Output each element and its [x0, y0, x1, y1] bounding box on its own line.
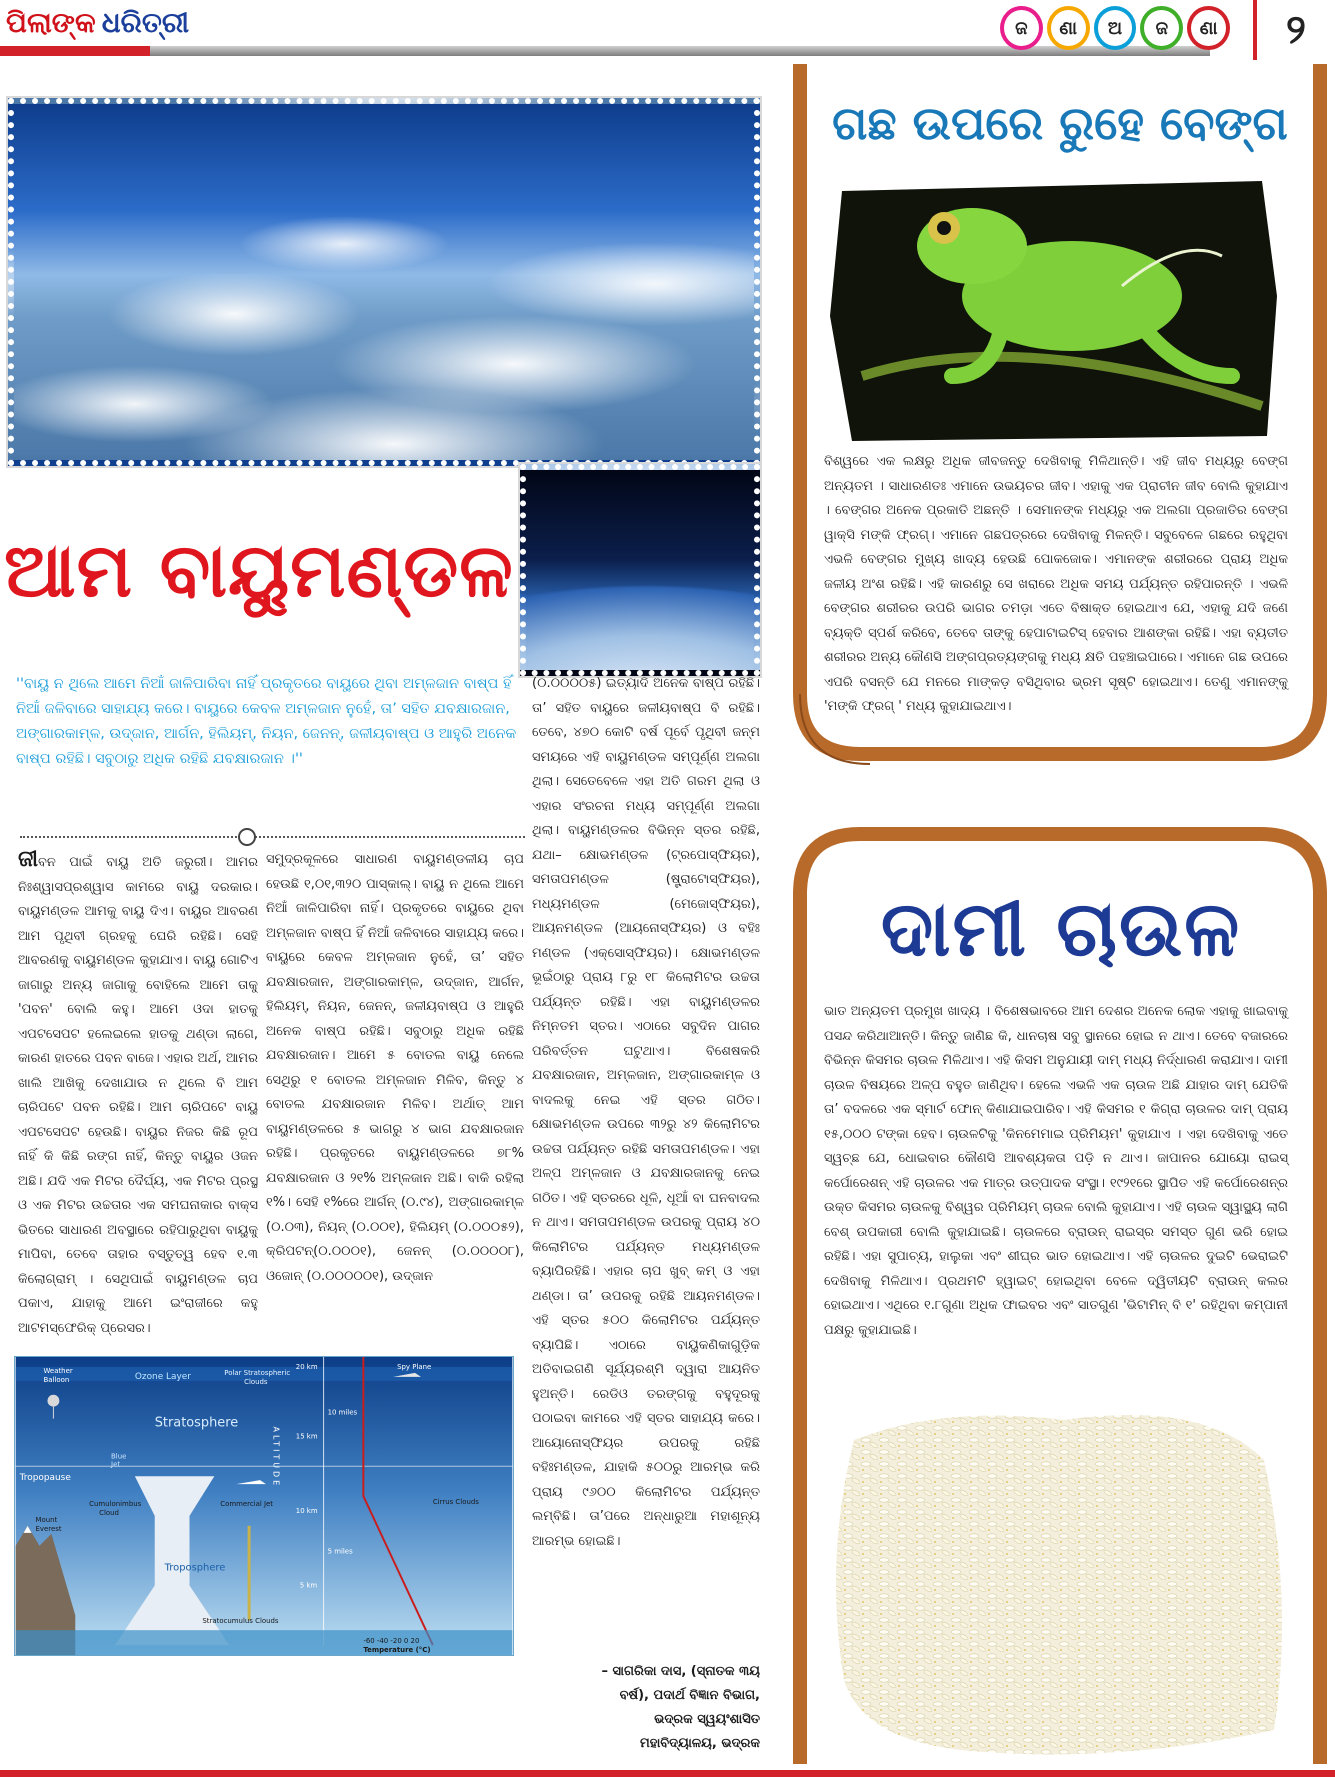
section-letter: ଅ [1094, 6, 1137, 50]
atmosphere-layers-diagram [14, 1356, 514, 1656]
label-mount: Mount [35, 1515, 58, 1524]
author-credit [532, 1660, 760, 1756]
earth-atmosphere-photo [520, 464, 760, 676]
header-rule-accent [0, 46, 150, 56]
label-blue: Blue [111, 1452, 127, 1461]
section-letter: ଜ [1000, 6, 1043, 50]
frog-article-body: ବିଶ୍ୱରେ ଏକ ଲକ୍ଷରୁ ଅଧିକ ଜୀବଜନ୍ତୁ ଦେଖିବାକୁ ମିଳିଥାନ୍ତି। ଏହି ଜୀବ ମଧ୍ୟରୁ ବେଙ୍ଗ ଅନ୍ୟତମ । ସାଧାରଣତଃ ଏମାନେ ଉଭୟଚର ଜୀବ। ଏହାକୁ ଏକ ପ୍ରାଚୀନ ଜୀବ ବୋଲି କୁହାଯାଏ । ବେଙ୍ଗର ଅନେକ ପ୍ରକାତି ଅଛନ୍ତି । ସେମାନଙ୍କ ମଧ୍ୟରୁ ଏକ ଅଲଗା ପ୍ରଜାତିର ବେଙ୍ଗ ୱାକ୍ସି ମଙ୍କି ଫ୍ରଗ୍। ଏମାନେ ଗଛପତ୍ରରେ ଦେଖିବାକୁ ମିଳନ୍ତି। ସବୁବେଳେ ଗଛରେ ରହୁଥିବା ଏଭଳି ବେଙ୍ଗର ମୁଖ୍ୟ ଖାଦ୍ୟ ହେଉଛି ପୋକଜୋକ। ଏମାନଙ୍କ ଶରୀରରେ ପ୍ରାୟ ଅଧିକ ଜଳୀୟ ଅଂଶ ରହିଛି। ଏହି କାରଣରୁ ସେ ଖରାରେ ଅଧିକ ସମୟ ପର୍ଯ୍ୟନ୍ତ ରହିପାରନ୍ତି । ଏଭଳି ବେଙ୍ଗର ଶରୀରର ଉପରି ଭାଗର ଚମଡ଼ା ଏତେ ବିଷାକ୍ତ ହୋଇଥାଏ ଯେ, ଏହାକୁ ଯଦି ଜଣେ ବ୍ୟକ୍ତି ସ୍ପର୍ଶ କରିବେ, ତେବେ ତାଙ୍କୁ ହେପାଟାଇଟିସ୍ ହେବାର ଆଶଙ୍କା ରହିଛି। ଏହା ବ୍ୟତୀତ ଶରୀରର ଅନ୍ୟ କୌଣସି ଅଙ୍ଗପ୍ରତ୍ୟଙ୍ଗକୁ ମଧ୍ୟ କ୍ଷତି ପହଞ୍ଚାଇପାରେ। ଏମାନେ ଗଛ ଉପରେ ଏପରି ବସନ୍ତି ଯେ ମନରେ ମାଙ୍କଡ଼ ବସିଥିବାର ଭ୍ରମ ସୃଷ୍ଟି ହୋଇଥାଏ। ତେଣୁ ଏମାନଙ୍କୁ 'ମଙ୍କି ଫ୍ରଗ୍ ' ମଧ୍ୟ କୁହାଯାଇଥାଏ। [824, 454, 1288, 714]
tick-5mi: 5 miles [327, 1547, 353, 1556]
label-cloud: Cloud [99, 1508, 119, 1517]
label-ozone: Ozone Layer [134, 1371, 191, 1382]
label-jet: Jet [111, 1460, 121, 1469]
rice-grains-photo [824, 1400, 1290, 1764]
quote-divider [20, 836, 525, 838]
article-title: ଆମ ବାୟୁମଣ୍ଡଳ [4, 528, 514, 614]
tree-frog-photo [822, 176, 1284, 446]
article-column-3 [532, 672, 760, 1652]
tick-10km: 10 km [295, 1506, 318, 1515]
clouds-aerial-photo [8, 98, 760, 466]
label-stratosphere: Stratosphere [154, 1415, 239, 1431]
temp-ticks: -60 -40 -20 0 20 [363, 1637, 420, 1646]
label-commercial: Commercial Jet [220, 1500, 274, 1508]
rice-article-title: ଦାମୀ ଚାଉଳ [880, 884, 1242, 973]
section-badge [1000, 6, 1230, 50]
label-tropopause: Tropopause [19, 1473, 71, 1484]
label-strato: Stratocumulus Clouds [202, 1617, 279, 1626]
section-letter: ଜ [1140, 6, 1183, 50]
article-pull-quote: ''ବାୟୁ ନ ଥିଲେ ଆମେ ନିଆଁ ଜାଳିପାରିବା ନାହିଁ ପ୍ରକୃତରେ ବାୟୁରେ ଥିବା ଅମ୍ଳଜାନ ବାଷ୍ପ ହିଁ ନିଆଁ ଜଳିବାରେ ସାହାଯ୍ୟ କରେ। ବାୟୁରେ କେବଳ ଅମ୍ଳଜାନ ନୁହେଁ, ତା’ ସହିତ ଯବକ୍ଷାରଜାନ, ଅଙ୍ଗାରକାମ୍ଳ, ଉଦ୍‌ଜାନ, ଆର୍ଗନ, ହିଲିୟମ୍, ନିୟନ, ଜେନନ୍, ଜଳୀୟବାଷ୍ପ ଓ ଆହୁରି ଅନେକ ବାଷ୍ପ ରହିଛି। ସବୁଠାରୁ ଅଧିକ ରହିଛି ଯବକ୍ଷାରଜାନ ।'' [16, 676, 517, 767]
weather-balloon-icon [47, 1395, 59, 1407]
column-2-text: ସମୁଦ୍ରକୂଳରେ ସାଧାରଣ ବାୟୁମଣ୍ଡଳୀୟ ଚାପ ହେଉଛି ୧,୦୧,୩୨୦ ପାସ୍କାଲ୍। ବାୟୁ ନ ଥିଲେ ଆମେ ନିଆଁ ଜାଳିପାରିବା ନାହିଁ। ପ୍ରକୃତରେ ବାୟୁରେ ଥିବା ଅମ୍ଳଜାନ ବାଷ୍ପ ହିଁ ନିଆଁ ଜଳିବାରେ ସାହାଯ୍ୟ କରେ। ବାୟୁରେ କେବଳ ଅମ୍ଳଜାନ ନୁହେଁ, ତା’ ସହିତ ଯବକ୍ଷାରଜାନ, ଅଙ୍ଗାରକାମ୍ଳ, ଉଦ୍‌ଜାନ, ଆର୍ଗନ, ହିଲିୟମ୍, ନିୟନ, ଜେନନ୍, ଜଳୀୟବାଷ୍ପ ଓ ଆହୁରି ଅନେକ ବାଷ୍ପ ରହିଛି। ସବୁଠାରୁ ଅଧିକ ରହିଛି ଯବକ୍ଷାରଜାନ। ଆମେ ୫ ବୋତଲ ବାୟୁ ନେଲେ ସେଥିରୁ ୧ ବୋତଲ ଅମ୍ଳଜାନ ମିଳିବ, କିନ୍ତୁ ୪ ବୋତଲ ଯବକ୍ଷାରଜାନ ମିଳିବ। ଅର୍ଥାତ୍ ଆମ ବାୟୁମଣ୍ଡଳରେ ୫ ଭାଗରୁ ୪ ଭାଗ ଯବକ୍ଷାରଜାନ ରହିଛି। ପ୍ରକୃତରେ ବାୟୁମଣ୍ଡଳରେ ୭୮% ଯବକ୍ଷାରଜାନ ଓ ୨୧% ଅମ୍ଳଜାନ ଅଛି। ବାକି ରହିଲା ୧%। ସେହି ୧%ରେ ଆର୍ଗନ୍ (୦.୯୪), ଅଙ୍ଗାରକାମ୍ଳ (୦.୦୩), ନିୟନ୍ (୦.୦୦୧), ହିଲିୟମ୍ (୦.୦୦୦୫୨), କ୍ରିପଟନ୍(୦.୦୦୦୧), ଜେନନ୍ (୦.୦୦୦୦୮), ଓଜୋନ୍ (୦.୦୦୦୦୦୧), ଉଦ୍‌ଜାନ [266, 852, 524, 1284]
section-letter: ଣା [1187, 6, 1230, 50]
article-column-2 [266, 848, 524, 1344]
divider-circle-icon [238, 828, 256, 846]
column-1-text: ବନ ପାଇଁ ବାୟୁ ଅତି ଜରୁରୀ। ଆମର ନିଃଶ୍ୱାସପ୍ରଶ୍ୱାସ କାମରେ ବାୟୁ ଦରକାର। ବାୟୁମଣ୍ଡଳ ଆମକୁ ବାୟୁ ଦିଏ। ବାୟୁର ଆବରଣ ଆମ ପୃଥିବୀ ଗ୍ରହକୁ ଘେରି ରହିଛି। ସେହି ଆବରଣକୁ ବାୟୁମଣ୍ଡଳ କୁହାଯାଏ। ବାୟୁ ଗୋଟିଏ ଜାଗାରୁ ଅନ୍ୟ ଜାଗାକୁ ବୋହିଲେ ଆମେ ତାକୁ 'ପବନ' ବୋଲି କହୁ। ଆମେ ଓଦା ହାତକୁ ଏପଟସେପଟ ହଲେଇଲେ ହାତକୁ ଥଣ୍ଡା ଲାଗେ, କାରଣ ହାତରେ ପବନ ବାଜେ। ଏହାର ଅର୍ଥ, ଆମର ଖାଲି ଆଖିକୁ ଦେଖାଯାଉ ନ ଥିଲେ ବି ଆମ ଚାରିପଟେ ପବନ ରହିଛି। ଆମ ଚାରିପଟେ ବାୟୁ ଏପଟସେପଟ ହେଉଛି। ବାୟୁର ନିଜର କିଛି ରୂପ ନାହିଁ କି କିଛି ରଙ୍ଗ ନାହିଁ, କିନ୍ତୁ ବାୟୁର ଓଜନ ଅଛି। ଯଦି ଏକ ମିଟର ଦୈର୍ଘ୍ୟ, ଏକ ମିଟର ପ୍ରସ୍ଥ ଓ ଏକ ମିଟର ଉଚ୍ଚତାର ଏକ ସମଘନାକାର ବାକ୍ସ ଭିତରେ ସାଧାରଣ ଅବସ୍ଥାରେ ରହିପାରୁଥିବା ବାୟୁକୁ ମାପିବା, ତେବେ ତାହାର ବସ୍ତୁତ୍ୱ ହେବ ୧.୩ କିଲୋଗ୍ରାମ୍ । ସେଥିପାଇଁ ବାୟୁମଣ୍ଡଳ ଚାପ ପକାଏ, ଯାହାକୁ ଆମେ ଇଂରାଜୀରେ କହୁ ଆଟମସ୍ଫେରିକ୍ ପ୍ରେସର। [18, 855, 258, 1336]
column-3-text: (୦.୦୦୦୦୫) ଇତ୍ୟାଦି ଅନେକ ବାଷ୍ପ ରହିଛି। ତା’ ସହିତ ବାୟୁରେ ଜଳୀୟବାଷ୍ପ ବି ରହିଛି। ତେବେ, ୪୭୦ କୋଟି ବର୍ଷ ପୂର୍ବେ ପୃଥିବୀ ଜନ୍ମ ସମୟରେ ଏହି ବାୟୁମଣ୍ଡଳ ସମ୍ପୂର୍ଣ୍ଣ ଅଲଗା ଥିଲା। ସେତେବେଳେ ଏହା ଅତି ଗରମ ଥିଲା ଓ ଏହାର ସଂରଚନା ମଧ୍ୟ ସମ୍ପୂର୍ଣ୍ଣ ଅଲଗା ଥିଲା। ବାୟୁମଣ୍ଡଳର ବିଭିନ୍ନ ସ୍ତର ରହିଛି, ଯଥା– କ୍ଷୋଭମଣ୍ଡଳ (ଟ୍ରପୋସ୍ଫିୟର), ସମତାପମଣ୍ଡଳ (ଷ୍ଟ୍ରାଟୋସ୍ଫିୟର), ମଧ୍ୟମଣ୍ଡଳ (ମେଜୋସ୍ଫିୟର), ଆୟନମଣ୍ଡଳ (ଆୟନୋସ୍ଫିୟର) ଓ ବହିଃ ମଣ୍ଡଳ (ଏକ୍ସୋସ୍ଫିୟର)। କ୍ଷୋଭମଣ୍ଡଳ ଭୂଇଁଠାରୁ ପ୍ରାୟ ୮ରୁ ୧୮ କିଲୋମିଟର ଉଚ୍ଚତା ପର୍ଯ୍ୟନ୍ତ ରହିଛି। ଏହା ବାୟୁମଣ୍ଡଳର ନିମ୍ନତମ ସ୍ତର। ଏଠାରେ ସବୁଦିନ ପାଗର ପରିବର୍ତ୍ତନ ଘଟୁଥାଏ। ବିଶେଷକରି ଯବକ୍ଷାରଜାନ, ଅମ୍ଳଜାନ, ଅଙ୍ଗାରକାମ୍ଳ ଓ ବାଦଲକୁ ନେଇ ଏହି ସ୍ତର ଗଠିତ। କ୍ଷୋଭମଣ୍ଡଳ ଉପରେ ୩୨ରୁ ୪୨ କିଲୋମିଟର ଉଚ୍ଚତା ପର୍ଯ୍ୟନ୍ତ ରହିଛି ସମତାପମଣ୍ଡଳ। ଏହା ଅଳ୍ପ ଅମ୍ଳଜାନ ଓ ଯବକ୍ଷାରଜାନକୁ ନେଇ ଗଠିତ। ଏହି ସ୍ତରରେ ଧୂଳି, ଧୂଆଁ ବା ଘନବାଦଲ ନ ଥାଏ। ସମତାପମଣ୍ଡଳ ଉପରକୁ ପ୍ରାୟ ୪୦ କିଲୋମିଟର ପର୍ଯ୍ୟନ୍ତ ମଧ୍ୟମଣ୍ଡଳ ବ୍ୟାପିରହିଛି। ଏହାର ଚାପ ଖୁବ୍ କମ୍ ଓ ଏହା ଥଣ୍ଡା। ତା’ ଉପରକୁ ରହିଛି ଆୟନମଣ୍ଡଳ। ଏହି ସ୍ତର ୫୦୦ କିଲୋମିଟର ପର୍ଯ୍ୟନ୍ତ ବ୍ୟାପିଛି। ଏଠାରେ ବାୟୁକଣିକାଗୁଡ଼ିକ ଅତିବାଇଗଣି ସୂର୍ଯ୍ୟରଶ୍ମି ଦ୍ୱାରା ଆୟନିତ ହୁଅନ୍ତି। ରେଡିଓ ତରଙ୍ଗକୁ ବହୁଦୂରକୁ ପଠାଇବା କାମରେ ଏହି ସ୍ତର ସାହାଯ୍ୟ କରେ। ଆୟୋନୋସ୍ଫିୟର ଉପରକୁ ରହିଛି ବହିଃମଣ୍ଡଳ, ଯାହାକି ୫୦୦ରୁ ଆରମ୍ଭ କରି ପ୍ରାୟ ୯୬୦୦ କିଲୋମିଟର ପର୍ଯ୍ୟନ୍ତ ଲମ୍ବିଛି। ତା’ପରେ ଅନ୍ଧାରୁଆ ମହାଶୂନ୍ୟ ଆରମ୍ଭ ହୋଇଛି। [532, 676, 760, 1549]
label-cirrus: Cirrus Clouds [432, 1498, 479, 1507]
masthead-logo [6, 6, 189, 40]
label-spy: Spy Plane [397, 1362, 432, 1371]
tick-20km: 20 km [295, 1362, 318, 1371]
rice-article-body: ଭାତ ଅନ୍ୟତମ ପ୍ରମୁଖ ଖାଦ୍ୟ । ବିଶେଷଭାବରେ ଆମ ଦେଶର ଅନେକ ଲୋକ ଏହାକୁ ଖାଇବାକୁ ପସନ୍ଦ କରିଥାଆନ୍ତି। କିନ୍ତୁ ଜାଣିଛ କି, ଧାନଚାଷ ସବୁ ସ୍ଥାନରେ ହୋଇ ନ ଥାଏ। ତେବେ ବଜାରରେ ବିଭିନ୍ନ କିସମର ଚାଉଳ ମିଳିଥାଏ। ଏହି କିସମ ଅନୁଯାୟୀ ଦାମ୍ ମଧ୍ୟ ନିର୍ଦ୍ଧାରଣ କରାଯାଏ। ଦାମୀ ଚାଉଳ ବିଷୟରେ ଅଳ୍ପ ବହୁତ ଜାଣିଥିବ। ହେଲେ ଏଭଳି ଏକ ଚାଉଳ ଅଛି ଯାହାର ଦାମ୍ ଯେତିକି ତା’ ବଦଳରେ ଏକ ସ୍ମାର୍ଟ ଫୋନ୍ କିଣାଯାଇପାରିବ। ଏହି କିସମର ୧ କିଗ୍ରା ଚାଉଳର ଦାମ୍ ପ୍ରାୟ ୧୫,୦୦୦ ଟଙ୍କା ହେବ। ଚାଉଳଟିକୁ 'କିନମେମାଇ ପ୍ରିମିୟମ' କୁହାଯାଏ । ଏହା ଦେଖିବାକୁ ଏତେ ସ୍ୱଚ୍ଛ ଯେ, ଧୋଇବାର କୌଣସି ଆବଶ୍ୟକତା ପଡ଼ି ନ ଥାଏ। ଜାପାନର ଯୋୟୋ ରାଇସ୍ କର୍ପୋରେଶନ୍ ଏହି ଚାଉଳର ଏକ ମାତ୍ର ଉତ୍ପାଦକ ସଂସ୍ଥା। ୧୯୨୧ରେ ସ୍ଥାପିତ ଏହି କର୍ପୋରେଶନ୍‌ର ଉକ୍ତ କିସମର ଚାଉଳକୁ ବିଶ୍ୱର ପ୍ରିମିୟମ୍ ଚାଉଳ ବୋଲି କୁହାଯାଏ। ଏହି ଚାଉଳ ସ୍ୱାସ୍ଥ୍ୟ ଲାଗି ବେଶ୍ ଉପକାରୀ ବୋଲି କୁହାଯାଇଛି। ଚାଉଳରେ ବ୍ରାଉନ୍ ରାଇସ୍‌ର ସମସ୍ତ ଗୁଣ ଭରି ହୋଇ ରହିଛି। ଏହା ସୁପାଚ୍ୟ, ହାଲୁକା ଏବଂ ଶୀଘ୍ର ଭାତ ହୋଇଥାଏ। ଏହି ଚାଉଳର ଦୁଇଟି ଭେରାଇଟି ଦେଖିବାକୁ ମିଳିଥାଏ। ପ୍ରଥମଟି ହ୍ୱାଇଟ୍ ହୋଇଥିବା ବେଳେ ଦ୍ୱିତୀୟଟି ବ୍ରାଉନ୍ କଲର ହୋଇଥାଏ। ଏଥିରେ ୧.୮ଗୁଣା ଅଧିକ ଫାଇବର ଏବଂ ସାତଗୁଣ 'ଭିଟାମିନ୍ ବି ୧' ରହିଥିବା କମ୍ପାନୀ ପକ୍ଷରୁ କୁହାଯାଇଛି। [824, 1004, 1288, 1338]
label-weather: Weather [43, 1366, 73, 1375]
label-cumulo: Cumulonimbus [89, 1500, 142, 1508]
footer-rule [0, 1770, 1335, 1777]
drop-cap: ଜୀ [18, 848, 38, 872]
label-everest: Everest [35, 1524, 62, 1533]
section-letter: ଣା [1047, 6, 1090, 50]
label-altitude: ALTITUDE [271, 1426, 281, 1489]
label-polar-2: Clouds [244, 1377, 268, 1386]
label-troposphere: Troposphere [164, 1562, 226, 1574]
credit-line: ମହାବିଦ୍ୟାଳୟ, ଭଦ୍ରକ [640, 1736, 760, 1751]
tick-5km: 5 km [299, 1581, 318, 1590]
brand-part-1: ପିଲାଙ୍କ [6, 6, 96, 39]
page-header [0, 0, 1335, 64]
brand-part-2: ଧରିତ୍ରୀ [101, 6, 190, 39]
label-polar: Polar Stratospheric [224, 1368, 291, 1377]
label-balloon: Balloon [43, 1375, 70, 1384]
credit-line: – ସାଗରିକା ଦାସ, (ସ୍ନାତକ ୩ୟ [601, 1664, 760, 1679]
credit-line: ଭଦ୍ରକ ସ୍ୱୟଂଶାସିତ [654, 1712, 760, 1727]
credit-line: ବର୍ଷ), ପଦାର୍ଥ ବିଜ୍ଞାନ ବିଭାଗ, [619, 1688, 760, 1703]
tick-10mi: 10 miles [327, 1408, 358, 1417]
tick-15km: 15 km [295, 1432, 318, 1441]
frog-article-title: ଗଛ ଉପରେ ରୁହେ ବେଙ୍ଗ [832, 96, 1288, 150]
page-number: ୨ [1253, 0, 1335, 60]
article-column-1 [18, 848, 258, 1344]
label-temp: Temperature (°C) [363, 1646, 431, 1655]
